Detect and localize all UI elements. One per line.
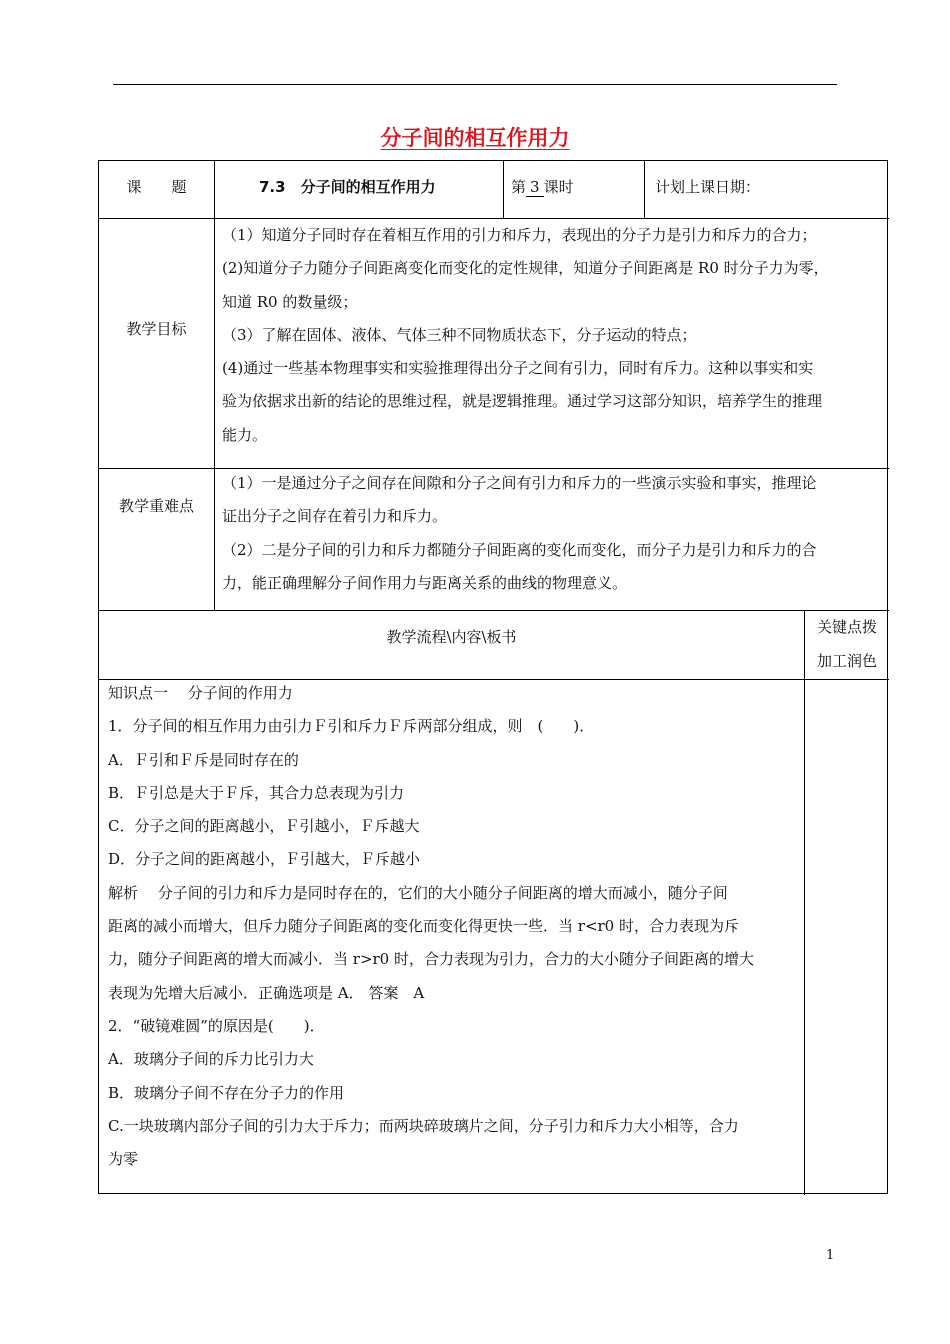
key-point-line: 证出分子之间存在着引力和斥力。 — [222, 507, 448, 526]
flow-header: 教学流程\内容\板书 — [386, 628, 517, 646]
key-points-content — [222, 467, 886, 600]
content-line: 力，随分子间距离的增大而减小．当 r>r0 时，合力表现为引力，合力的大小随分子间距离的增大 — [108, 950, 754, 969]
key-points-label: 教学重难点 — [118, 497, 194, 515]
key-point-line: （2）二是分子间的引力和斥力都随分子间距离的变化而变化，而分子力是引力和斥力的合 — [222, 540, 817, 559]
objective-line: （1）知道分子同时存在着相互作用的引力和斥力，表现出的分子力是引力和斥力的合力； — [222, 226, 817, 244]
objective-line: (2)知道分子力随分子间距离变化而变化的定性规律，知道分子间距离是 R0 时分子力为零， — [222, 259, 829, 278]
lesson-count — [511, 171, 641, 204]
content-line: 表现为先增大后减小．正确选项是 A． 答案 A — [108, 983, 425, 1002]
content-line: B．玻璃分子间不存在分子力的作用 — [108, 1083, 345, 1102]
key-point-line: 力，能正确理解分子间作用力与距离关系的曲线的物理意义。 — [222, 573, 628, 592]
notes-header-line-1: 关键点拨 — [816, 618, 877, 636]
topic-label: 课 题 — [126, 178, 187, 196]
objective-line: 知道 R0 的数量级； — [222, 292, 358, 311]
lesson-plan-table — [98, 160, 888, 1194]
date-column-divider — [644, 161, 645, 218]
objectives-label: 教学目标 — [126, 320, 187, 338]
content-line: B．Ｆ引总是大于Ｆ斥，其合力总表现为引力 — [108, 783, 405, 802]
lesson-number: 3 — [526, 178, 544, 197]
lesson-column-divider — [503, 161, 504, 218]
objective-line: 验为依据求出新的结论的思维过程，就是逻辑推理。通过学习这部分知识，培养学生的推理 — [222, 392, 823, 411]
notes-header-line-2: 加工润色 — [816, 652, 877, 670]
header-rule — [113, 84, 837, 85]
content-line: 解析 分子间的引力和斥力是同时存在的，它们的大小随分子间距离的增大而减小，随分子间 — [108, 883, 728, 902]
content-line: 距离的减小而增大，但斥力随分子间距离的变化而变化得更快一些．当 r<r0 时，合力表现为斥 — [108, 917, 739, 936]
key-point-line: （1）一是通过分子之间存在间隙和分子之间有引力和斥力的一些演示实验和事实，推理论 — [222, 474, 817, 492]
label-column-divider — [214, 161, 215, 610]
content-line: C．分子之间的距离越小，Ｆ引越小，Ｆ斥越大 — [108, 817, 420, 836]
lesson-content — [108, 677, 802, 1176]
knowledge-point-heading: 知识点一 分子间的作用力 — [108, 684, 293, 702]
notes-header — [805, 610, 889, 678]
content-line: C.一块玻璃内部分子间的引力大于斥力；而两块碎玻璃片之间，分子引力和斥力大小相等，合力 — [108, 1116, 739, 1135]
objective-line: (4)通过一些基本物理事实和实验推理得出分子之间有引力，同时有斥力。这种以事实和实 — [222, 359, 814, 378]
content-line: D．分子之间的距离越小，Ｆ引越大，Ｆ斥越小 — [108, 850, 421, 869]
content-line: 为零 — [108, 1150, 139, 1169]
objective-line: 能力。 — [222, 425, 268, 444]
page-title: 分子间的相互作用力 — [380, 126, 570, 150]
page-number: 1 — [826, 1248, 835, 1263]
lesson-prefix: 第 — [511, 178, 527, 196]
content-line: A．玻璃分子间的斥力比引力大 — [108, 1050, 314, 1069]
notes-column-divider — [804, 610, 805, 1195]
content-line: A．Ｆ引和Ｆ斥是同时存在的 — [108, 750, 299, 769]
planned-date-label: 计划上课日期： — [655, 178, 761, 196]
content-line: 1．分子间的相互作用力由引力Ｆ引和斥力Ｆ斥两部分组成，则 ( )． — [108, 717, 595, 736]
lesson-suffix: 课时 — [543, 178, 574, 196]
row-divider-3 — [99, 610, 889, 611]
content-line: 2．“破镜难圆”的原因是( )． — [108, 1016, 325, 1035]
objectives-content — [222, 219, 886, 452]
objective-line: （3）了解在固体、液体、气体三种不同物质状态下，分子运动的特点； — [222, 325, 697, 344]
topic-value: 7.3 分子间的相互作用力 — [259, 178, 436, 196]
